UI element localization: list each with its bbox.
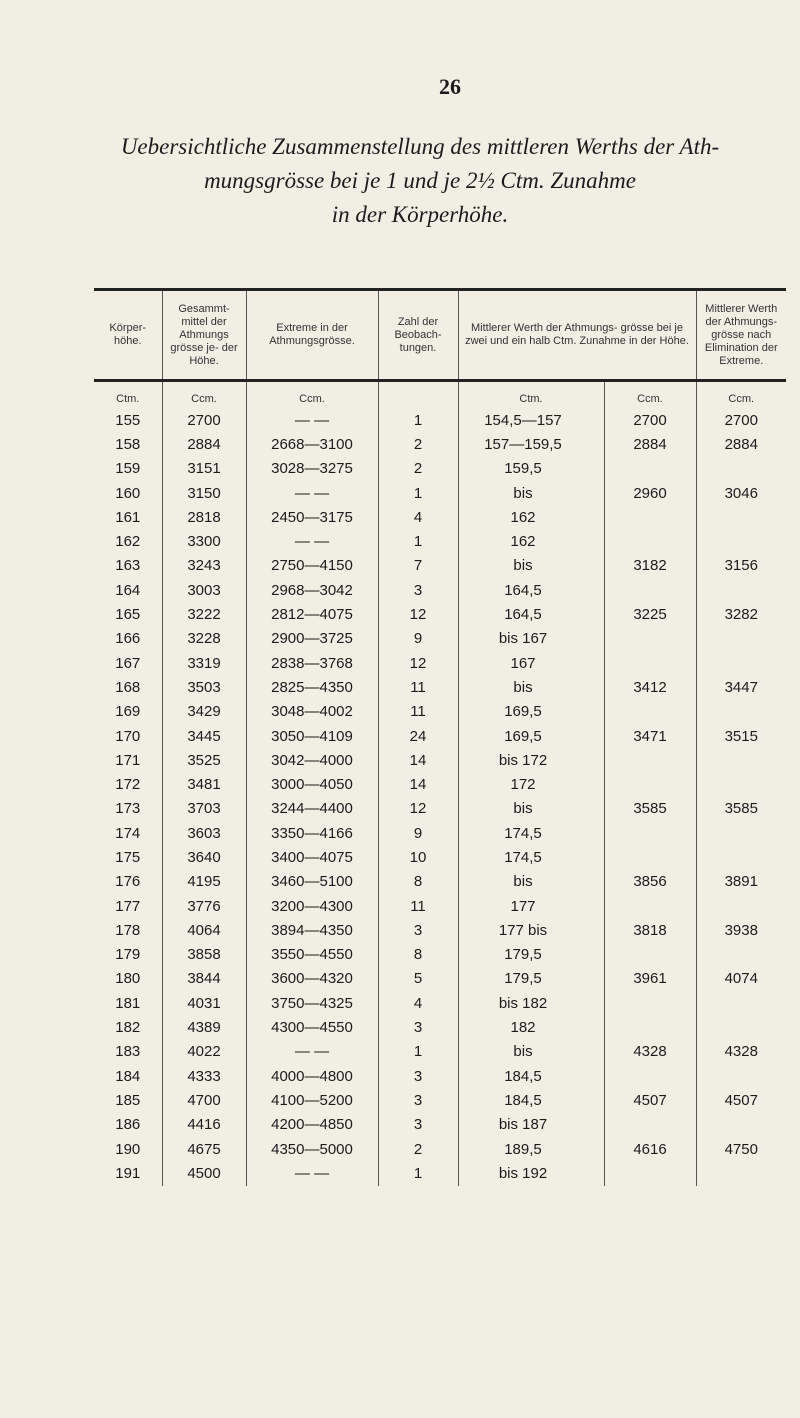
cell-mean: 4700: [162, 1088, 246, 1112]
cell-count: 9: [378, 821, 458, 845]
cell-count: 3: [378, 1064, 458, 1088]
cell-range-mean: [604, 457, 696, 481]
cell-mean: 3844: [162, 967, 246, 991]
table-row: [94, 651, 786, 675]
cell-extremes: 3400—4075: [246, 845, 378, 869]
cell-mean-no-extremes: [696, 748, 786, 772]
cell-count: 2: [378, 457, 458, 481]
cell-mean: 4500: [162, 1161, 246, 1185]
cell-range: 154,5—157: [458, 408, 604, 432]
cell-height: 162: [115, 533, 141, 551]
cell-height: 155: [115, 411, 141, 429]
cell-mean-no-extremes: [696, 943, 786, 967]
cell-mean: 3150: [162, 481, 246, 505]
cell-extremes: 3460—5100: [246, 870, 378, 894]
table-row: [94, 943, 786, 967]
unit: Ctm.: [116, 393, 140, 405]
table-row: [94, 1040, 786, 1064]
table-row: [94, 457, 786, 481]
cell-extremes: 3042—4000: [246, 748, 378, 772]
cell-extremes: 4000—4800: [246, 1064, 378, 1088]
cell-height: 173: [115, 800, 141, 818]
cell-mean: 3319: [162, 651, 246, 675]
header-mean-range: Mittlerer Werth der Athmungs- grösse bei je zwei und ein halb Ctm. Zunahme in der Höhe.: [458, 290, 696, 381]
table-header-row: [94, 290, 786, 381]
cell-count: 8: [378, 943, 458, 967]
cell-range-mean: [604, 943, 696, 967]
cell-count: 1: [378, 1161, 458, 1185]
cell-range: bis: [458, 797, 604, 821]
cell-extremes: 3000—4050: [246, 772, 378, 796]
cell-height: 186: [115, 1116, 141, 1134]
header-extremes: Extreme in der Athmungsgrösse.: [246, 290, 378, 381]
cell-count: 24: [378, 724, 458, 748]
units-row: [94, 381, 786, 409]
cell-height: 160: [115, 484, 141, 502]
cell-count: 1: [378, 408, 458, 432]
cell-extremes: — —: [246, 1161, 378, 1185]
cell-height: 163: [115, 557, 141, 575]
cell-range: bis 167: [458, 627, 604, 651]
cell-mean-no-extremes: 2700: [696, 408, 786, 432]
cell-extremes: — —: [246, 408, 378, 432]
cell-range-mean: [604, 1064, 696, 1088]
cell-count: 12: [378, 651, 458, 675]
cell-height: 179: [115, 946, 141, 964]
cell-mean: 3429: [162, 700, 246, 724]
cell-mean: 3481: [162, 772, 246, 796]
cell-range-mean: 4616: [604, 1137, 696, 1161]
cell-count: 3: [378, 1088, 458, 1112]
cell-extremes: 2668—3100: [246, 432, 378, 456]
cell-height: 161: [115, 508, 141, 526]
cell-height: 172: [115, 776, 141, 794]
table-row: [94, 1113, 786, 1137]
cell-range-mean: [604, 894, 696, 918]
cell-mean: 3151: [162, 457, 246, 481]
table-row: [94, 1137, 786, 1161]
cell-range: bis: [458, 675, 604, 699]
cell-extremes: 2838—3768: [246, 651, 378, 675]
table-row: [94, 1088, 786, 1112]
cell-height: 167: [115, 654, 141, 672]
cell-count: 7: [378, 554, 458, 578]
cell-height: 181: [115, 994, 141, 1012]
table-row: [94, 797, 786, 821]
cell-extremes: 3200—4300: [246, 894, 378, 918]
cell-mean-no-extremes: [696, 991, 786, 1015]
cell-range: 189,5: [458, 1137, 604, 1161]
cell-mean-no-extremes: [696, 1113, 786, 1137]
cell-range: 159,5: [458, 457, 604, 481]
cell-mean-no-extremes: [696, 772, 786, 796]
cell-range-mean: 3585: [604, 797, 696, 821]
table-row: [94, 967, 786, 991]
cell-range-mean: [604, 991, 696, 1015]
cell-mean-no-extremes: [696, 505, 786, 529]
cell-range-mean: [604, 1015, 696, 1039]
cell-range-mean: [604, 1161, 696, 1185]
cell-range: bis: [458, 1040, 604, 1064]
table-row: [94, 529, 786, 553]
cell-mean-no-extremes: 3447: [696, 675, 786, 699]
cell-height: 174: [115, 824, 141, 842]
cell-range: 174,5: [458, 845, 604, 869]
cell-range-mean: [604, 529, 696, 553]
cell-range: 184,5: [458, 1088, 604, 1112]
table-row: [94, 894, 786, 918]
cell-mean-no-extremes: 4750: [696, 1137, 786, 1161]
cell-range: bis 187: [458, 1113, 604, 1137]
cell-extremes: 4300—4550: [246, 1015, 378, 1039]
cell-range: 164,5: [458, 602, 604, 626]
cell-range: 172: [458, 772, 604, 796]
cell-count: 8: [378, 870, 458, 894]
cell-count: 12: [378, 797, 458, 821]
cell-height: 169: [115, 703, 141, 721]
cell-mean-no-extremes: [696, 457, 786, 481]
cell-range: 184,5: [458, 1064, 604, 1088]
cell-height: 177: [115, 897, 141, 915]
cell-range-mean: [604, 1113, 696, 1137]
cell-extremes: — —: [246, 1040, 378, 1064]
cell-height: 168: [115, 678, 141, 696]
cell-range-mean: [604, 821, 696, 845]
cell-range-mean: [604, 700, 696, 724]
cell-range: 157—159,5: [458, 432, 604, 456]
cell-height: 178: [115, 921, 141, 939]
cell-range: bis 182: [458, 991, 604, 1015]
page-title: [60, 130, 780, 232]
cell-range: 179,5: [458, 967, 604, 991]
cell-mean: 4416: [162, 1113, 246, 1137]
cell-count: 4: [378, 991, 458, 1015]
cell-range: 164,5: [458, 578, 604, 602]
cell-mean-no-extremes: [696, 1064, 786, 1088]
cell-mean-no-extremes: 4507: [696, 1088, 786, 1112]
unit: Ccm.: [246, 381, 378, 409]
cell-range-mean: [604, 505, 696, 529]
page-number: 26: [439, 74, 461, 99]
cell-extremes: 4200—4850: [246, 1113, 378, 1137]
cell-mean: 3228: [162, 627, 246, 651]
cell-range: bis 172: [458, 748, 604, 772]
cell-extremes: 2812—4075: [246, 602, 378, 626]
cell-extremes: 2825—4350: [246, 675, 378, 699]
cell-mean: 4333: [162, 1064, 246, 1088]
cell-extremes: 4100—5200: [246, 1088, 378, 1112]
cell-count: 2: [378, 432, 458, 456]
cell-mean: 3703: [162, 797, 246, 821]
table-row: [94, 748, 786, 772]
cell-range: 167: [458, 651, 604, 675]
header-body-height: Körper- höhe.: [94, 290, 162, 381]
cell-mean-no-extremes: 4074: [696, 967, 786, 991]
cell-mean-no-extremes: [696, 1015, 786, 1039]
cell-mean: 2884: [162, 432, 246, 456]
cell-height: 176: [115, 873, 141, 891]
title-line: Uebersichtliche Zusammenstellung des mittleren Werths der Ath-: [120, 134, 720, 159]
cell-mean-no-extremes: 3156: [696, 554, 786, 578]
cell-count: 3: [378, 1113, 458, 1137]
cell-mean-no-extremes: 3938: [696, 918, 786, 942]
cell-height: 158: [115, 435, 141, 453]
cell-range-mean: [604, 748, 696, 772]
cell-mean-no-extremes: [696, 894, 786, 918]
table-row: [94, 821, 786, 845]
cell-mean-no-extremes: 4328: [696, 1040, 786, 1064]
cell-mean: 3858: [162, 943, 246, 967]
unit: Ccm.: [162, 381, 246, 409]
cell-extremes: 4350—5000: [246, 1137, 378, 1161]
cell-height: 185: [115, 1091, 141, 1109]
cell-count: 4: [378, 505, 458, 529]
cell-mean: 2818: [162, 505, 246, 529]
cell-height: 191: [115, 1164, 141, 1182]
cell-mean-no-extremes: 3282: [696, 602, 786, 626]
cell-count: 10: [378, 845, 458, 869]
cell-mean-no-extremes: [696, 1161, 786, 1185]
cell-extremes: 3600—4320: [246, 967, 378, 991]
respiration-table: [94, 288, 786, 1186]
cell-count: 5: [378, 967, 458, 991]
cell-extremes: 3350—4166: [246, 821, 378, 845]
table-row: [94, 991, 786, 1015]
cell-mean: 3503: [162, 675, 246, 699]
unit: [378, 381, 458, 409]
title-line: mungsgrösse bei je 1 und je 2½ Ctm. Zunahme: [204, 168, 636, 193]
header-total-mean: Gesammt- mittel der Athmungs grösse je- der Höhe.: [162, 290, 246, 381]
cell-count: 2: [378, 1137, 458, 1161]
cell-mean-no-extremes: [696, 651, 786, 675]
cell-mean-no-extremes: 3046: [696, 481, 786, 505]
cell-mean-no-extremes: [696, 700, 786, 724]
cell-range: 169,5: [458, 724, 604, 748]
cell-count: 11: [378, 894, 458, 918]
cell-range-mean: 2700: [604, 408, 696, 432]
table-row: [94, 700, 786, 724]
cell-height: 165: [115, 606, 141, 624]
cell-mean: 3300: [162, 529, 246, 553]
cell-mean-no-extremes: 3585: [696, 797, 786, 821]
cell-mean-no-extremes: 3515: [696, 724, 786, 748]
cell-count: 14: [378, 748, 458, 772]
cell-height: 171: [115, 751, 141, 769]
cell-height: 184: [115, 1067, 141, 1085]
cell-mean: 3222: [162, 602, 246, 626]
cell-range: 177 bis: [458, 918, 604, 942]
cell-mean: 3445: [162, 724, 246, 748]
cell-mean: 3243: [162, 554, 246, 578]
cell-count: 3: [378, 578, 458, 602]
cell-range-mean: [604, 651, 696, 675]
table-row: [94, 772, 786, 796]
cell-range-mean: [604, 845, 696, 869]
table-row: [94, 554, 786, 578]
cell-height: 164: [115, 581, 141, 599]
cell-extremes: 3048—4002: [246, 700, 378, 724]
cell-range-mean: 4507: [604, 1088, 696, 1112]
cell-mean: 4031: [162, 991, 246, 1015]
cell-range-mean: 3225: [604, 602, 696, 626]
cell-range: bis: [458, 870, 604, 894]
cell-mean: 3776: [162, 894, 246, 918]
cell-range: 162: [458, 529, 604, 553]
cell-count: 3: [378, 1015, 458, 1039]
cell-mean: 2700: [162, 408, 246, 432]
cell-range: 177: [458, 894, 604, 918]
cell-mean: 3525: [162, 748, 246, 772]
unit: Ccm.: [604, 381, 696, 409]
cell-range-mean: 3818: [604, 918, 696, 942]
cell-mean-no-extremes: 3891: [696, 870, 786, 894]
cell-extremes: 3750—4325: [246, 991, 378, 1015]
cell-range-mean: 3856: [604, 870, 696, 894]
cell-mean: 3640: [162, 845, 246, 869]
table-row: [94, 1064, 786, 1088]
table-row: [94, 1161, 786, 1185]
table-row: [94, 602, 786, 626]
unit: Ctm.: [458, 381, 604, 409]
cell-range-mean: 3471: [604, 724, 696, 748]
cell-mean: 4022: [162, 1040, 246, 1064]
cell-range: 182: [458, 1015, 604, 1039]
cell-extremes: 3028—3275: [246, 457, 378, 481]
cell-mean: 4389: [162, 1015, 246, 1039]
cell-range-mean: 2884: [604, 432, 696, 456]
cell-mean-no-extremes: [696, 627, 786, 651]
cell-count: 9: [378, 627, 458, 651]
cell-mean: 4064: [162, 918, 246, 942]
cell-range: bis: [458, 481, 604, 505]
cell-height: 175: [115, 848, 141, 866]
cell-height: 170: [115, 727, 141, 745]
cell-extremes: 2750—4150: [246, 554, 378, 578]
cell-extremes: 3550—4550: [246, 943, 378, 967]
cell-extremes: 2968—3042: [246, 578, 378, 602]
cell-count: 11: [378, 700, 458, 724]
title-line: in der Körperhöhe.: [331, 202, 509, 227]
cell-mean-no-extremes: [696, 529, 786, 553]
table-row: [94, 505, 786, 529]
cell-range-mean: [604, 578, 696, 602]
cell-mean-no-extremes: [696, 821, 786, 845]
header-observations: Zahl der Beobach- tungen.: [378, 290, 458, 381]
header-mean-no-extremes: Mittlerer Werth der Athmungs- grösse nach Elimination der Extreme.: [696, 290, 786, 381]
cell-mean-no-extremes: [696, 578, 786, 602]
table-row: [94, 870, 786, 894]
cell-range-mean: [604, 772, 696, 796]
table-row: [94, 627, 786, 651]
cell-range-mean: [604, 627, 696, 651]
cell-mean: 4195: [162, 870, 246, 894]
cell-range: 179,5: [458, 943, 604, 967]
cell-mean-no-extremes: 2884: [696, 432, 786, 456]
table-row: [94, 432, 786, 456]
cell-range-mean: 3961: [604, 967, 696, 991]
cell-range-mean: 3182: [604, 554, 696, 578]
table-row: [94, 408, 786, 432]
cell-extremes: 3894—4350: [246, 918, 378, 942]
cell-mean: 3003: [162, 578, 246, 602]
cell-range: 174,5: [458, 821, 604, 845]
cell-mean: 4675: [162, 1137, 246, 1161]
table-row: [94, 675, 786, 699]
table-row: [94, 481, 786, 505]
cell-range: bis 192: [458, 1161, 604, 1185]
cell-extremes: — —: [246, 529, 378, 553]
cell-extremes: 2900—3725: [246, 627, 378, 651]
table-row: [94, 1015, 786, 1039]
unit: Ccm.: [696, 381, 786, 409]
cell-range: 169,5: [458, 700, 604, 724]
cell-count: 12: [378, 602, 458, 626]
cell-height: 166: [115, 630, 141, 648]
table-row: [94, 578, 786, 602]
cell-count: 1: [378, 529, 458, 553]
cell-height: 190: [115, 1140, 141, 1158]
cell-height: 180: [115, 970, 141, 988]
cell-mean-no-extremes: [696, 845, 786, 869]
cell-range-mean: 4328: [604, 1040, 696, 1064]
cell-range-mean: 3412: [604, 675, 696, 699]
cell-extremes: 2450—3175: [246, 505, 378, 529]
cell-height: 182: [115, 1019, 141, 1037]
cell-count: 11: [378, 675, 458, 699]
cell-count: 3: [378, 918, 458, 942]
cell-extremes: 3050—4109: [246, 724, 378, 748]
cell-height: 159: [115, 460, 141, 478]
cell-range-mean: 2960: [604, 481, 696, 505]
cell-range: bis: [458, 554, 604, 578]
table-row: [94, 724, 786, 748]
cell-extremes: — —: [246, 481, 378, 505]
cell-extremes: 3244—4400: [246, 797, 378, 821]
table-row: [94, 918, 786, 942]
cell-range: 162: [458, 505, 604, 529]
cell-mean: 3603: [162, 821, 246, 845]
cell-count: 1: [378, 1040, 458, 1064]
cell-count: 14: [378, 772, 458, 796]
cell-height: 183: [115, 1043, 141, 1061]
cell-count: 1: [378, 481, 458, 505]
table-row: [94, 845, 786, 869]
